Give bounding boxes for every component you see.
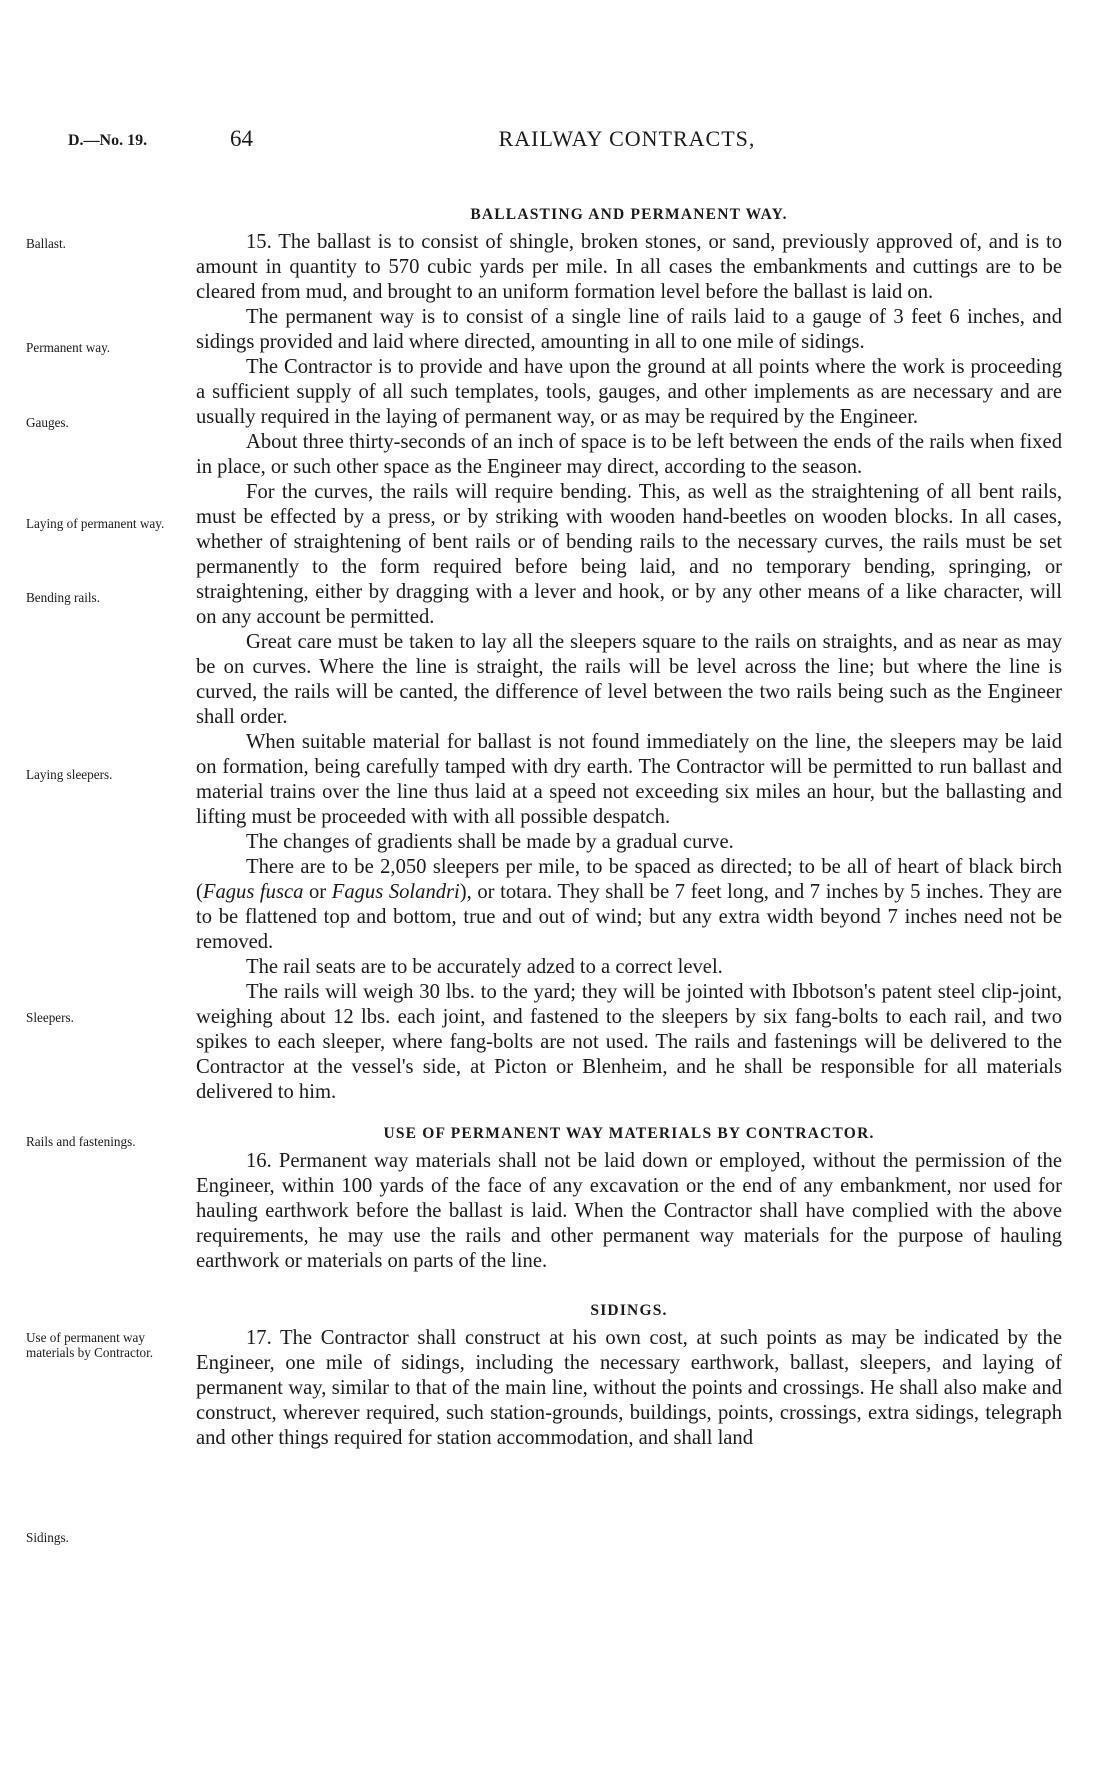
section-heading-sidings: SIDINGS. <box>590 1302 668 1319</box>
paragraph: 16. Permanent way materials shall not be laid down or employed, without the permission of the Engineer, within 100 yards of the face of any excavation or the end of any embankment, nor used for hauling earthwork before the ballast is laid. When the Contractor shall have complied with the above requirements, he may use the rails and other permanent way materials for the purpose of hauling earthwork or materials on parts of the line. <box>196 1150 1062 1272</box>
margin-note-sidings: Sidings. <box>26 1530 69 1545</box>
paragraph: 17. The Contractor shall construct at his own cost, at such points as may be indicated by the Engineer, one mile of sidings, including the necessary earthwork, ballast, sleepers, and laying of permanent way, similar to that of the main line, without the points and crossings. He shall also make and construct, wherever required, such station-grounds, buildings, points, crossings, extra sidings, telegraph and other things required for station accommodation, and shall land <box>196 1327 1062 1449</box>
page-number: 64 <box>230 126 253 151</box>
margin-note-gauges: Gauges. <box>26 415 69 430</box>
paragraph: The changes of gradients shall be made by a gradual curve. <box>246 831 734 853</box>
running-title: RAILWAY CONTRACTS, <box>498 126 756 151</box>
margin-note-laying-permanent-way: Laying of permanent way. <box>26 516 165 531</box>
sleepers-text-before: There are to be 2,050 sleepers per mile, to be spaced as directed; to be all of heart of black birch ( <box>196 856 1062 903</box>
document-reference: D.—No. 19. <box>68 132 148 149</box>
paragraph: The rails will weigh 30 lbs. to the yard; they will be jointed with Ibbotson's patent steel clip-joint, weighing about 12 lbs. each joint, and fastened to the sleepers by six fang-bolts to each rail, and two spikes to each sleeper, where fang-bolts are not used. The rails and fastenings will be delivered to the Contractor at the vessel's side, at Picton or Blenheim, and he shall be responsible for all materials delivered to him. <box>196 981 1062 1103</box>
paragraph: When suitable material for ballast is not found immediately on the line, the sleepers may be laid on formation, being carefully tamped with dry earth. The Contractor will be permitted to run ballast and material trains over the line thus laid at a speed not exceeding six miles an hour, but the ballasting and lifting must be proceeded with with all possible despatch. <box>196 731 1062 828</box>
body-text <box>196 200 1062 1451</box>
paragraph: The Contractor is to provide and have upon the ground at all points where the work is proceeding a sufficient supply of all such templates, tools, gauges, and other implements as are necessary and are usually required in the laying of permanent way, or as may be required by the Engineer. <box>196 356 1062 428</box>
section-gap <box>196 1274 1062 1296</box>
margin-note-permanent-way: Permanent way. <box>26 340 111 355</box>
species-fagus-fusca: Fagus fusca <box>202 881 304 903</box>
margin-note-laying-sleepers: Laying sleepers. <box>26 767 113 782</box>
margin-note-bending-rails: Bending rails. <box>26 590 100 605</box>
paragraph: Great care must be taken to lay all the sleepers square to the rails on straights, and as near as may be on curves. Where the line is straight, the rails will be level across the line; but where the line is curved, the rails will be canted, the difference of level between the two rails being such as the Engineer shall order. <box>196 631 1062 728</box>
margin-note-ballast: Ballast. <box>26 236 66 251</box>
paragraph: 15. The ballast is to consist of shingle, broken stones, or sand, previously approved of, and is to amount in quantity to 570 cubic yards per mile. In all cases the embankments and cuttings are to be cleared from mud, and brought to an uniform formation level before the ballast is laid on. <box>196 231 1062 303</box>
margin-note-use-of-materials: Use of permanent way materials by Contractor. <box>26 1330 154 1360</box>
margin-note-sleepers: Sleepers. <box>26 1010 74 1025</box>
section-heading-use-of-materials: USE OF PERMANENT WAY MATERIALS BY CONTRACTOR. <box>383 1125 875 1142</box>
section-gap <box>196 1105 1062 1119</box>
sleepers-text-after: ), or totara. They shall be 7 feet long, and 7 inches by 5 inches. They are to be flattened top and bottom, true and out of wind; but any extra width beyond 7 inches need not be removed. <box>196 881 1062 953</box>
sleepers-text-or: or <box>303 881 332 903</box>
paragraph: For the curves, the rails will require bending. This, as well as the straightening of all bent rails, must be effected by a press, or by striking with wooden hand-beetles on wooden blocks. In all cases, whether of straightening of bent rails or of bending rails to the necessary curves, the rails must be set permanently to the form required before being laid, and no temporary bending, springing, or straightening, either by dragging with a lever and hook, or by any other means of a like character, will on any account be permitted. <box>196 481 1062 628</box>
running-head <box>34 124 1080 154</box>
section-heading-ballasting: BALLASTING AND PERMANENT WAY. <box>470 206 788 223</box>
paragraph: About three thirty-seconds of an inch of space is to be left between the ends of the rails when fixed in place, or such other space as the Engineer may direct, according to the season. <box>196 431 1062 478</box>
paragraph-sleepers <box>196 855 1062 955</box>
paragraph: The permanent way is to consist of a single line of rails laid to a gauge of 3 feet 6 inches, and sidings provided and laid where directed, amounting in all to one mile of sidings. <box>196 306 1062 353</box>
paragraph: The rail seats are to be accurately adzed to a correct level. <box>246 956 723 978</box>
margin-note-rails-fastenings: Rails and fastenings. <box>26 1134 136 1149</box>
species-fagus-solandri: Fagus Solandri <box>331 881 460 903</box>
